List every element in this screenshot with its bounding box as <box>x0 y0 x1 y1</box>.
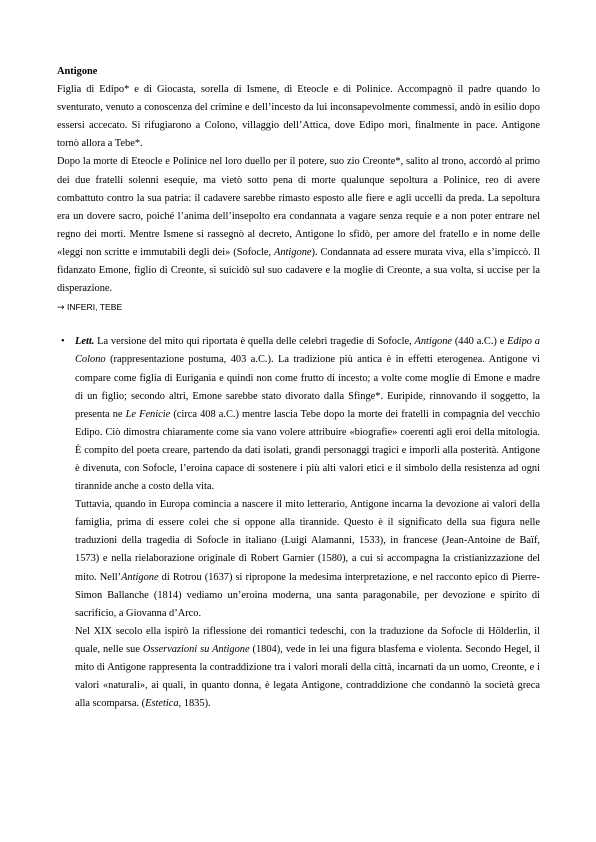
entry-title: Antigone <box>57 66 98 77</box>
literature-paragraph-1 <box>75 333 540 496</box>
literature-p3-text-c: , 1835). <box>178 698 211 710</box>
literature-italic-2: Edipo a Colono <box>75 336 540 366</box>
literature-text-1: La versione del mito qui riportata è quella delle celebri tragedie di Sofocle, <box>94 336 415 348</box>
literature-italic-3: Le Fenicie <box>125 408 171 420</box>
literature-label: Lett. <box>75 336 95 348</box>
entry-paragraph-1: Figlia di Edipo* e di Giocasta, sorella di Ismene, di Eteocle e di Polinice. Accompagnò il padre quando lo sventurato, venuto a conoscenza del crimine e dell’incesto da lui inconsapevolmente commessi, andò in esilio dopo essersi accecato. Si rifugiarono a Colono, villaggio dell’Attica, dove Edipo morì, finalmente in pace. Antigone tornò allora a Tebe*. <box>57 84 540 150</box>
cross-reference <box>57 298 540 317</box>
entry-paragraph-2-italic: Antigone <box>273 246 312 258</box>
literature-p2-text-b: di Rotrou (1637) si ripropone la medesima interpretazione, e nel racconto epico di Pierre-Simon Ballanche (1814) vediamo un’eroina moderna, una santa paragonabile, per devozione e spirito di sacrificio, a Giovanna d’Arco. <box>75 571 540 619</box>
literature-p3-text-b: (1804), vede in lei una figura blasfema e violenta. Secondo Hegel, il mito di Antigone rappresenta la contraddizione tra i valori morali della città, incarnati da un uomo, Creonte, e i valori «naturali», ai quali, in quanto donna, è legata Antigone, contraddizione che condannò la società greca alla scomparsa. ( <box>75 643 541 710</box>
literature-p3-text-a: Nel XIX secolo ella ispirò la riflessione dei romantici tedeschi, con la traduzione da Sofocle di Hölderlin, il quale, nelle sue <box>75 625 540 655</box>
literature-p2-italic: Antigone <box>121 571 159 583</box>
entry-paragraph-2 <box>57 153 540 298</box>
literature-section <box>57 333 540 713</box>
entry-paragraph-2-tail: ). Condannata ad essere murata viva, ella s’impiccò. Il fidanzato Emone, figlio di Creonte, si suicidò sul suo cadavere e la moglie di Creonte, a sua volta, si uccise per la disperazione. <box>57 246 540 295</box>
literature-text-3: (rappresentazione postuma, 403 a.C.). La tradizione più antica è in effetti eterogenea. Antigone vi compare come figlia di Eurigania e quindi non come frutto di incesto; a volte come moglie di Emone e madre di un figlio; secondo altri, Emone sarebbe stato divorato dalla Sfinge*. Euripide, rinnovando il soggetto, la presenta ne <box>75 354 540 420</box>
literature-p3-italic: Osservazioni su Antigone <box>142 643 250 655</box>
literature-p2-text-a: Tuttavia, quando in Europa comincia a nascere il mito letterario, Antigone incarna la devozione ai valori della famiglia, prima di essere colei che si oppone alla tirannide. Questo è il significato della sua figura nelle traduzioni della tragedia di Sofocle in italiano (Luigi Alamanni, 1533), in francese (Jean-Antoine de Baïf, 1573) e nella rielaborazione originale di Robert Garnier (1580), a cui si accompagna la cristianizzazione del mito. Nell’ <box>75 499 540 583</box>
cross-reference-text: INFERI, TEBE <box>66 302 123 313</box>
literature-text-4: (circa 408 a.C.) mentre lascia Tebe dopo la morte dei fratelli in compagnia del vecchio Edipo. Ciò dimostra chiaramente come sia vano volere attribuire «biografie» coerenti agli eroi della mitologia. È compito del poeta creare, partendo da dati isolati, grandi personaggi tragici e imporli alla posterità. Antigone è divenuta, con Sofocle, l’eroina capace di sostenere i più alti valori etici e il simbolo della resistenza ad ogni tirannide anche a costo della vita. <box>75 408 540 493</box>
literature-text-2: (440 a.C.) e <box>452 336 508 348</box>
entry-content <box>57 63 540 713</box>
arrow-right-icon: → <box>57 303 65 314</box>
literature-paragraph-2 <box>75 496 540 623</box>
bullet-icon: • <box>61 336 65 348</box>
entry-paragraph-2-text: Dopo la morte di Eteocle e Polinice nel loro duello per il potere, suo zio Creonte*, salito al trono, accordò al primo dei due fratelli solenni esequie, ma vietò sotto pena di morte qualunque sepoltura a Polinice, reo di avere combattuto contro la sua patria: il cadavere sarebbe rimasto esposto alle fiere e agli uccelli da preda. La sepoltura era un dovere sacro, poiché l’anima dell’insepolto era condannata a vagare senza requie e a non poter entrare nel regno dei morti. Mentre Ismene si rassegnò al decreto, Antigone lo sfidò, per amore del fratello e in nome delle «leggi non scritte e immutabili degli dei» (Sofocle, <box>57 156 540 258</box>
literature-p3-italic-2: Estetica <box>145 698 179 710</box>
literature-paragraph-3 <box>75 623 540 713</box>
literature-italic-1: Antigone <box>414 336 453 348</box>
